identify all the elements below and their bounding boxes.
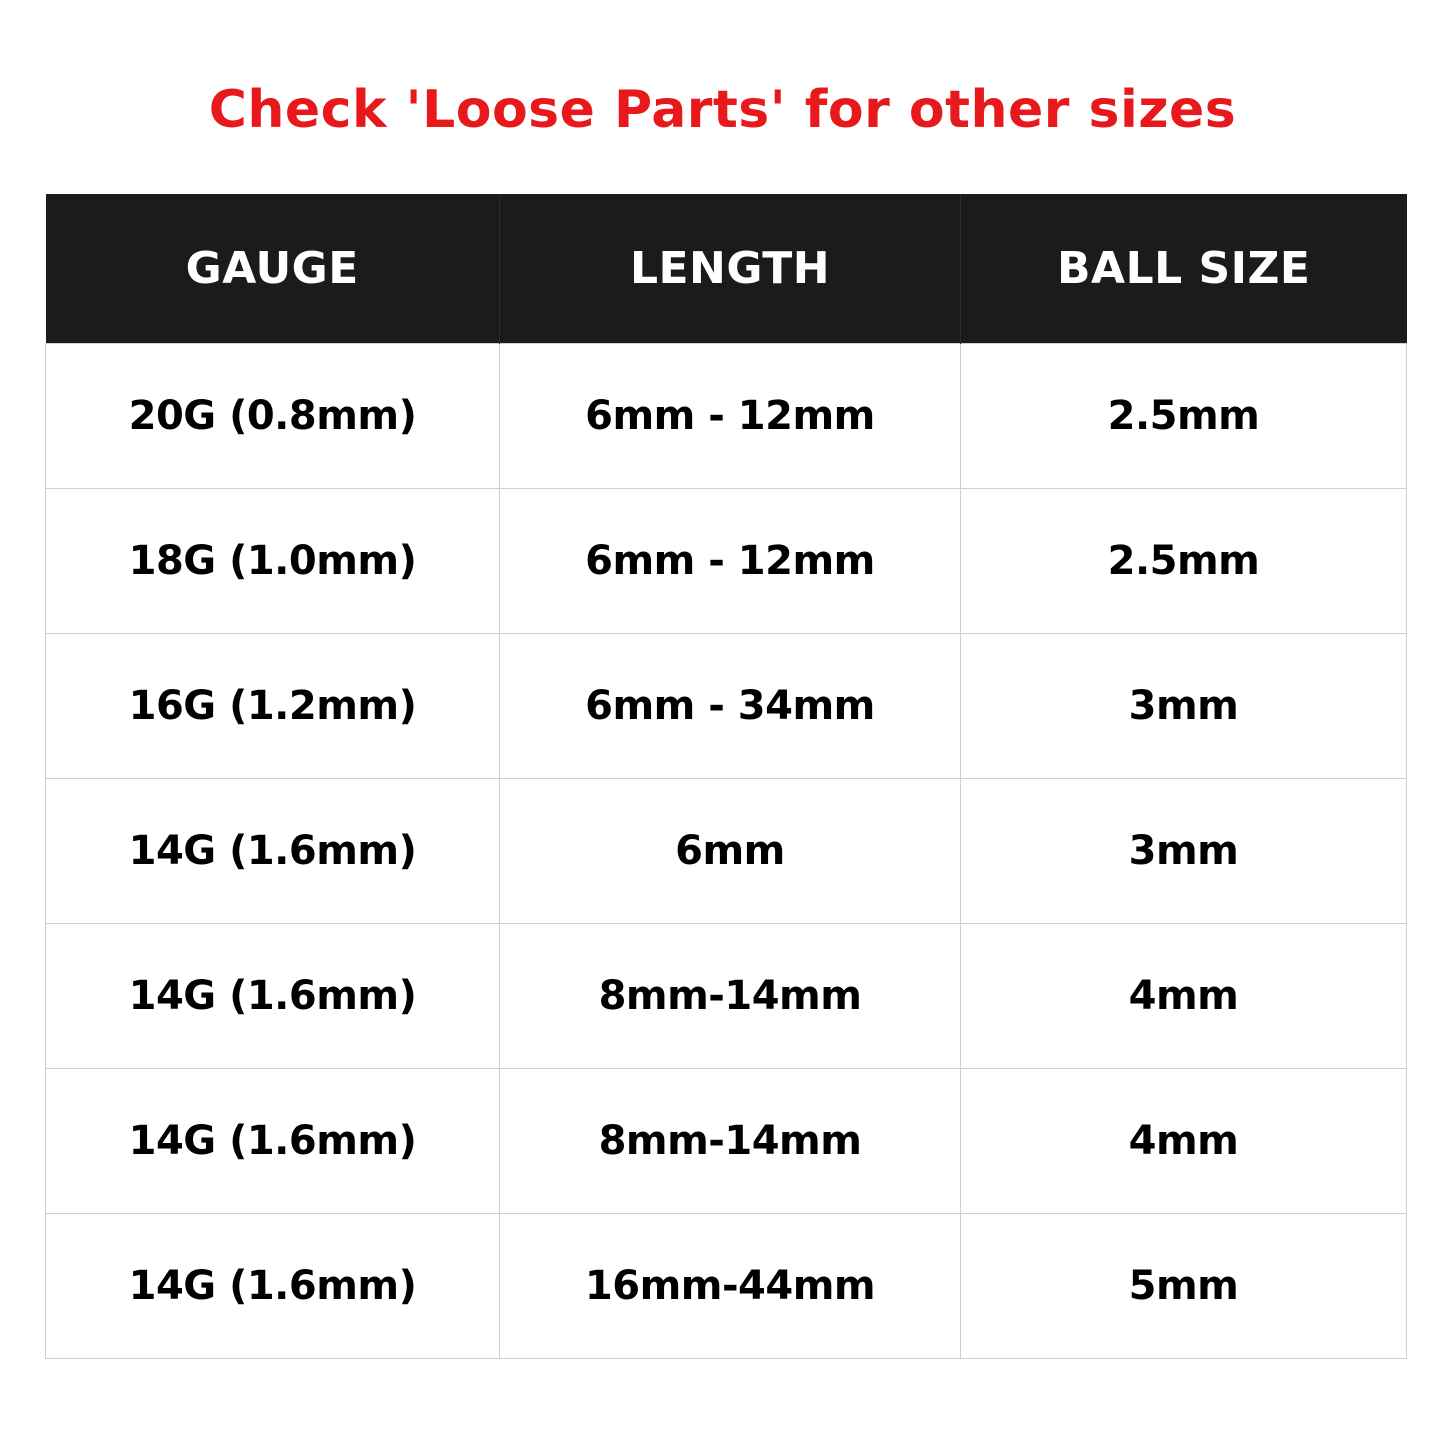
length-cell: 8mm-14mm <box>500 924 961 1069</box>
size-chart-table <box>45 194 1407 1359</box>
gauge-cell: 20G (0.8mm) <box>46 344 500 489</box>
gauge-cell: 14G (1.6mm) <box>46 924 500 1069</box>
gauge-cell: 14G (1.6mm) <box>46 779 500 924</box>
ball-size-cell: 4mm <box>961 924 1407 1069</box>
ball-size-cell: 4mm <box>961 1069 1407 1214</box>
length-cell: 16mm-44mm <box>500 1214 961 1359</box>
table-row <box>46 1069 1407 1214</box>
length-cell: 8mm-14mm <box>500 1069 961 1214</box>
table-row <box>46 634 1407 779</box>
table-row <box>46 344 1407 489</box>
length-cell: 6mm - 12mm <box>500 344 961 489</box>
ball-size-cell: 3mm <box>961 779 1407 924</box>
column-header-length: LENGTH <box>500 194 961 344</box>
table-row <box>46 924 1407 1069</box>
table-row <box>46 779 1407 924</box>
column-header-ball-size: BALL SIZE <box>961 194 1407 344</box>
table-row <box>46 1214 1407 1359</box>
gauge-cell: 14G (1.6mm) <box>46 1069 500 1214</box>
table-row <box>46 489 1407 634</box>
ball-size-cell: 3mm <box>961 634 1407 779</box>
length-cell: 6mm - 34mm <box>500 634 961 779</box>
ball-size-cell: 5mm <box>961 1214 1407 1359</box>
table-header-row <box>46 194 1407 344</box>
length-cell: 6mm <box>500 779 961 924</box>
ball-size-cell: 2.5mm <box>961 489 1407 634</box>
length-cell: 6mm - 12mm <box>500 489 961 634</box>
page-title: Check 'Loose Parts' for other sizes <box>208 80 1237 140</box>
gauge-cell: 16G (1.2mm) <box>46 634 500 779</box>
column-header-gauge: GAUGE <box>185 243 359 294</box>
gauge-cell: 14G (1.6mm) <box>46 1214 500 1359</box>
gauge-cell: 18G (1.0mm) <box>46 489 500 634</box>
ball-size-cell: 2.5mm <box>961 344 1407 489</box>
